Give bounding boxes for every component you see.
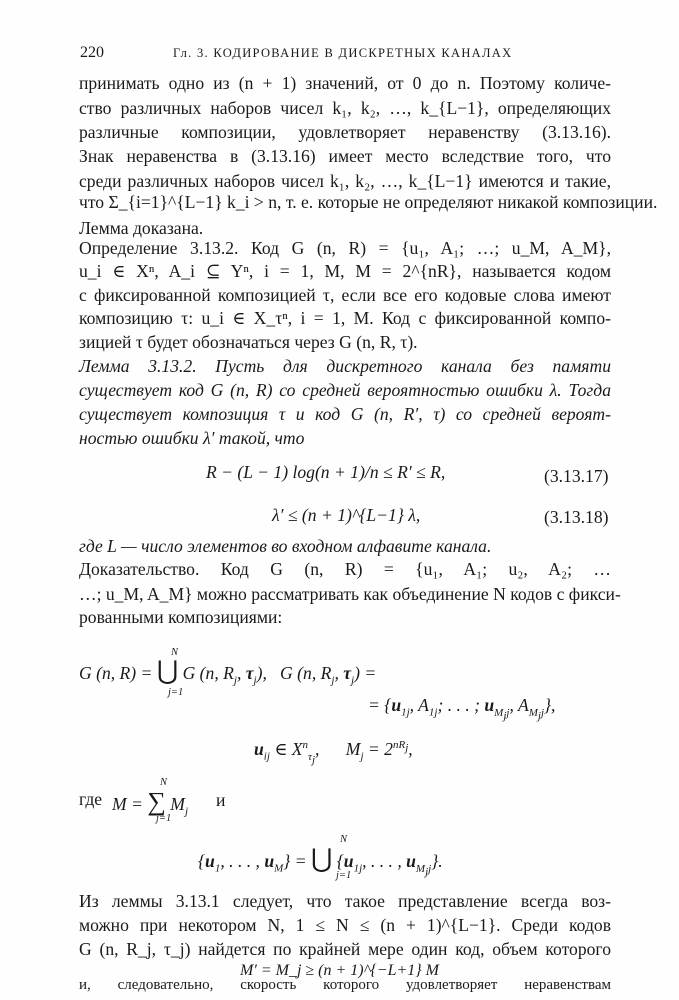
- definition-line: композицию τ: u_i ∈ X_τⁿ, i = 1, M. Код с фиксированной компо-: [79, 308, 611, 328]
- definition-line: Определение 3.13.2. Код G (n, R) = {u₁, A₁; …; u_M, A_M},: [79, 238, 611, 258]
- text-line: что Σ_{i=1}^{L−1} k_i > n, т. е. которые не определяют никакой композиции.: [79, 192, 658, 212]
- equation-number: (3.13.17): [544, 466, 609, 486]
- definition-line: зицией τ будет обозначаться через G (n, R, τ).: [79, 332, 418, 352]
- lemma-line: Лемма 3.13.2. Пусть для дискретного канала без памяти: [79, 356, 611, 376]
- text-line: Лемма доказана.: [79, 218, 204, 238]
- equation-number: (3.13.18): [544, 507, 609, 527]
- text-line: среди различных наборов чисел k₁, k₂, …, k_{L−1} имеются и такие,: [79, 171, 611, 191]
- text-line: где L — число элементов во входном алфавите канала.: [79, 536, 492, 556]
- running-title: Гл. 3. КОДИРОВАНИЕ В ДИСКРЕТНЫХ КАНАЛАХ: [173, 46, 513, 60]
- page-number: 220: [80, 44, 104, 61]
- lemma-line: существует код G (n, R) со средней вероятностью ошибки λ. Тогда: [79, 380, 611, 400]
- definition-line: с фиксированной композицией τ, если все его кодовые слова имеют: [79, 285, 611, 305]
- text-line: Из леммы 3.13.1 следует, что такое представление всегда воз-: [79, 891, 611, 911]
- lemma-line: ностью ошибки λ′ такой, что: [79, 428, 305, 448]
- definition-line: u_i ∈ Xⁿ, A_i ⊆ Yⁿ, i = 1, M, M = 2^{nR}, называется кодом: [79, 261, 611, 281]
- formula-union-codewords: {$u_1$, . . . , $u_M$} = ⋃ {$u_{1j}$, . . . , $u_{M_jj}$}.: [198, 844, 443, 878]
- where-word: где: [79, 789, 103, 809]
- text-line: G (n, R_j, τ_j) найдется по крайней мере один код, объем которого: [79, 939, 611, 959]
- lemma-line: существует композиция τ и код G (n, R′, τ) со средней вероят-: [79, 404, 611, 424]
- text-line: ство различных наборов чисел k₁, k₂, …, k_{L−1}, определяющих: [79, 98, 611, 118]
- formula-code-set: = {$u_{1j}$, $A_{1j}$; . . . ; $u_{M_jj}$, $A_{M_jj}$},: [368, 695, 556, 722]
- equation-3-13-17: R − (L − 1) log(n + 1)/n ≤ R′ ≤ R,: [206, 462, 446, 482]
- text-line: принимать одно из (n + 1) значений, от 0 до n. Поэтому количе-: [79, 73, 611, 93]
- text-line: различные композиции, удовлетворяет неравенству (3.13.16).: [79, 122, 611, 142]
- formula-union-left: G (n, R) = ⋃ G (n, $R_j$, $\tau_j$), G (n, $R_j$, $\tau_j$) =: [79, 656, 377, 687]
- proof-line: …; u_M, A_M} можно рассматривать как объединение N кодов с фикси-: [79, 584, 621, 604]
- proof-line: рованными композициями:: [79, 607, 283, 627]
- text-line: Знак неравенства в (3.13.16) имеет место вследствие того, что: [79, 146, 611, 166]
- equation-3-13-18: λ′ ≤ (n + 1)^{L−1} λ,: [272, 505, 421, 525]
- and-word: и: [216, 790, 226, 810]
- formula-M-prime: M′ = M_j ≥ (n + 1)^{−L+1} M: [240, 962, 439, 979]
- text-line: можно при некотором N, 1 ≤ N ≤ (n + 1)^{L−1}. Среди кодов: [79, 915, 611, 935]
- text-line: и, следовательно, скорость которого удовлетворяет неравенствам: [79, 977, 611, 993]
- formula-sum-M: M = ∑ $M_j$: [112, 787, 188, 818]
- formula-composition: $u_{ij}$ ∈ $X^n_{\tau_j}$, $M_j = 2^{nR_j}$,: [254, 739, 413, 766]
- proof-line: Доказательство. Код G (n, R) = {u₁, A₁; u₂, A₂; …: [79, 559, 611, 579]
